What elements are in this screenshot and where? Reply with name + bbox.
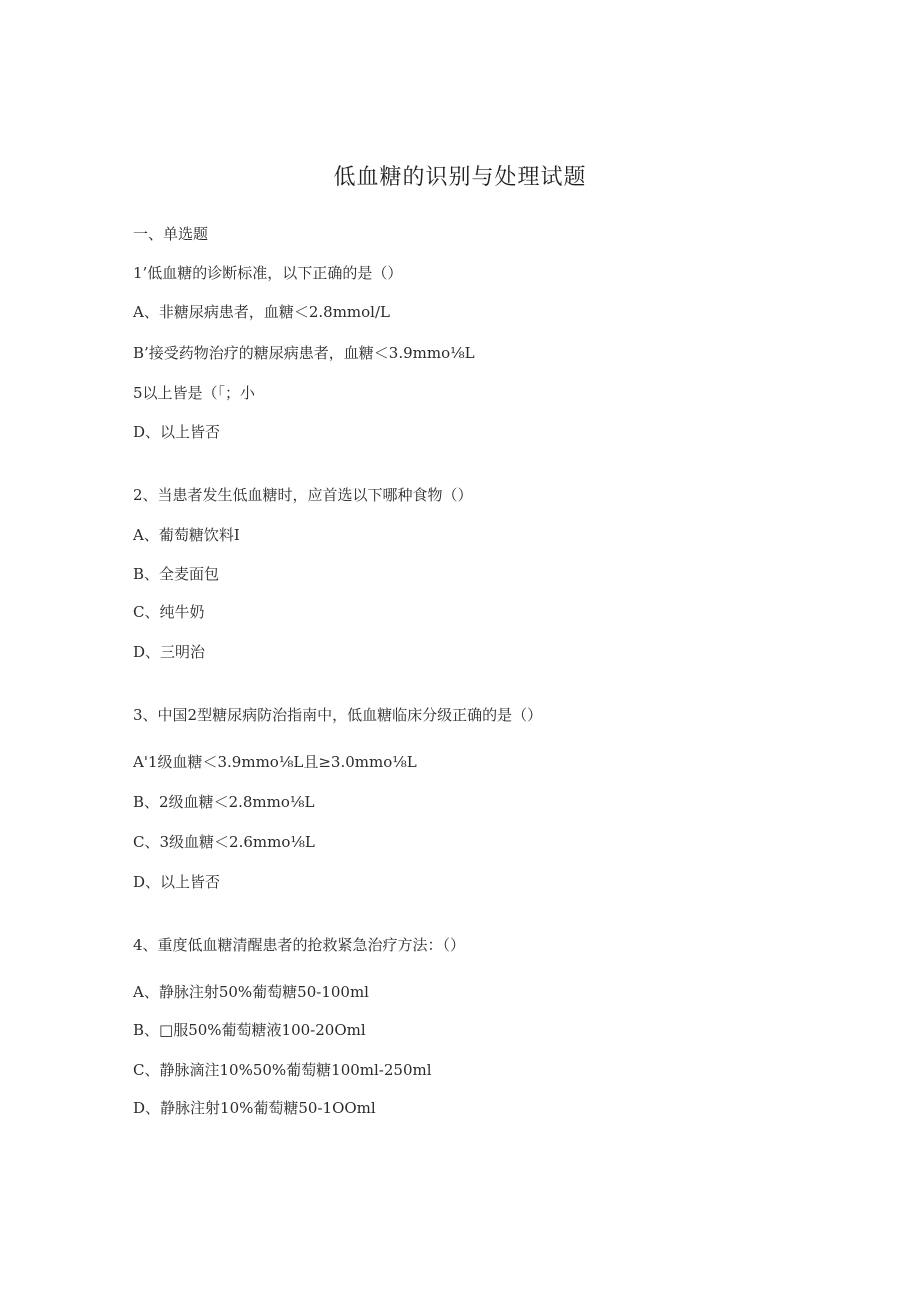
question-2-option-c: C、纯牛奶: [133, 603, 205, 621]
question-4-option-a: A、静脉注射50%葡萄糖50-100ml: [133, 983, 369, 1001]
question-2-option-b: B、全麦面包: [133, 565, 220, 583]
question-1-option-d: D、以上皆否: [133, 423, 221, 441]
question-4-option-d: D、静脉注射10%葡萄糖50-1OOml: [133, 1099, 376, 1117]
question-4-option-b: B、□服50%葡萄糖液100-20Oml: [133, 1021, 366, 1039]
question-1-option-c: 5以上皆是（「；小: [133, 384, 256, 402]
question-4-stem: 4、重度低血糖清醒患者的抢救紧急治疗方法：（）: [133, 936, 466, 954]
question-2-stem: 2、当患者发生低血糖时，应首选以下哪种食物（）: [133, 486, 473, 504]
document-title: 低血糖的识别与处理试题: [333, 165, 587, 190]
question-3-option-a: A'1级血糖＜3.9mmo⅛L且≥3.0mmo⅛L: [133, 753, 417, 771]
question-3-stem: 3、中国2型糖尿病防治指南中，低血糖临床分级正确的是（）: [133, 706, 543, 724]
question-4-option-c: C、静脉滴注10%50%葡萄糖100ml-250ml: [133, 1061, 432, 1079]
question-3-option-c: C、3级血糖＜2.6mmo⅛L: [133, 833, 315, 851]
question-1-option-b: B’接受药物治疗的糖尿病患者，血糖＜3.9mmo⅛L: [133, 344, 475, 362]
question-1-stem: 1’低血糖的诊断标准，以下正确的是（）: [133, 264, 403, 282]
section-heading: 一、单选题: [133, 225, 209, 243]
question-3-option-b: B、2级血糖＜2.8mmo⅛L: [133, 793, 315, 811]
question-2-option-d: D、三明治: [133, 643, 206, 661]
question-1-option-a: A、非糖尿病患者，血糖＜2.8mmol/L: [133, 303, 390, 321]
question-3-option-d: D、以上皆否: [133, 873, 221, 891]
question-2-option-a: A、葡萄糖饮料I: [133, 526, 240, 544]
